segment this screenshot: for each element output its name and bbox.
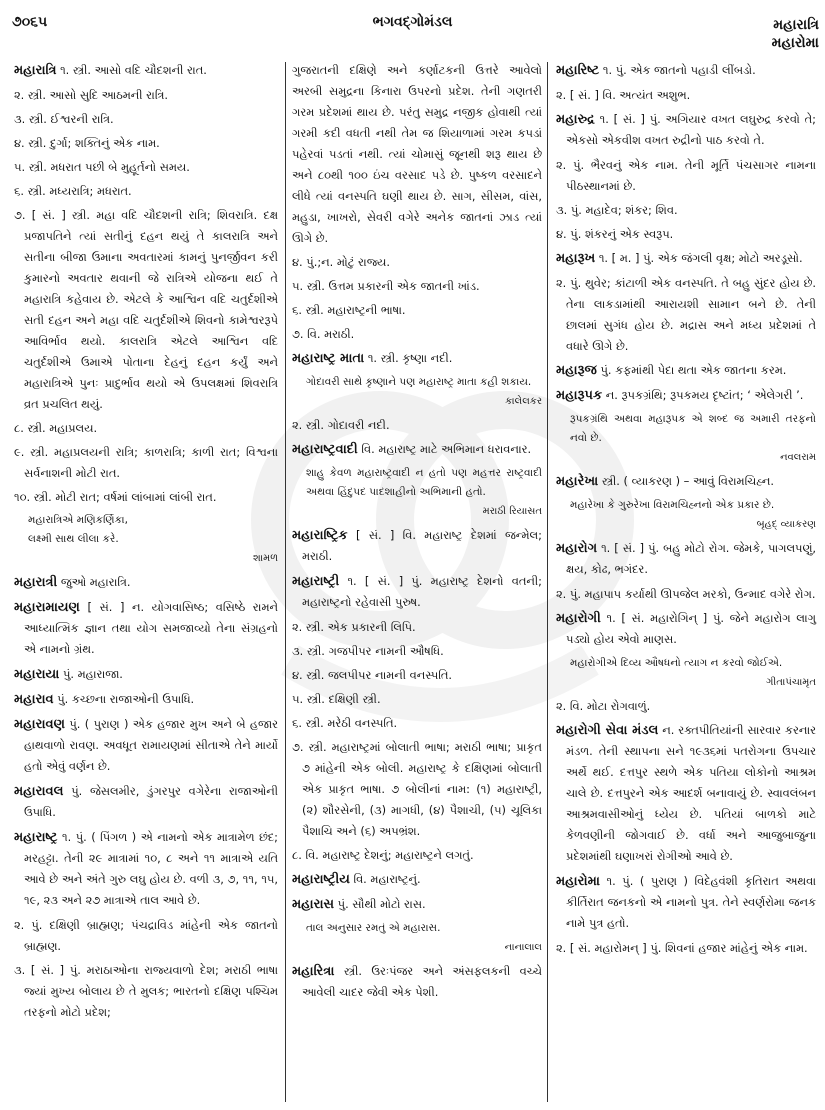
definition: [ સં. ] ન. યોગવાસિષ્ઠ; વસિષ્ઠે રામને આધ્યાત્મિક જ્ઞાન તથા યોગ સમજાવ્યો તેના સંગ્રહનો એ નામનો ગ્રંથ. — [24, 600, 279, 656]
headword: મહારાષ્ટ્ર — [14, 830, 58, 845]
headword: મહારાસ — [292, 897, 335, 912]
definition: પું. મહારાજા. — [62, 667, 123, 681]
definition: [ સં. ] વિ. મહારાષ્ટ્ર દેશમાં જન્મેલ; મરાઠી. — [302, 528, 542, 563]
sense: ૮. સ્ત્રી. મહાપ્રલય. — [14, 421, 98, 435]
entry — [556, 608, 816, 650]
headword: મહારાષ્ટ્રી — [292, 574, 340, 589]
headword: મહારૂપક — [556, 388, 603, 403]
column-2 — [292, 60, 542, 1007]
quote-line: ગોદાવરી સાથે કૃષ્ણાને પણ મહારાષ્ટ્ર માતા કહી શકાય. — [306, 376, 532, 388]
quote-source: બૃહદ્ વ્યાકરણ — [756, 519, 816, 530]
sense: ૫. સ્ત્રી. મધરાત પછી બે મુહૂર્તનો સમય. — [14, 160, 190, 174]
sense: ૯. સ્ત્રી. મહાપ્રલયની રાત્રિ; કાળરાત્રિ; કાળી રાત; વિશ્વના સર્વનાશની મોટી રાત. — [14, 445, 278, 480]
entry — [556, 871, 816, 934]
headword: મહારાત્રિ — [14, 63, 57, 78]
headword: મહારામાયણ — [14, 600, 80, 615]
definition: પું. કચ્છના રાજાઓની ઉપાધિ. — [57, 692, 195, 706]
definition: પું. ( પુરાણ ) એક હજાર મુખ અને બે હજાર હાથવાળો રાવણ. અવધૂત રામાયણમાં સીતાએ તેને માર્યો હતો એવું વર્ણન છે. — [24, 717, 278, 773]
entry — [556, 109, 816, 151]
sense: ૧૦. સ્ત્રી. મોટી રાત; વર્ષમાં લાંબામાં લાંબી રાત. — [14, 490, 217, 504]
definition: પું. સૌથી મોટો રાસ. — [337, 897, 426, 911]
entry — [14, 781, 278, 823]
entry — [14, 689, 278, 710]
headword: મહારુદ્ર — [556, 112, 595, 127]
headword: મહારાત્રી — [14, 575, 58, 590]
entry — [292, 961, 542, 1003]
sense: ૪. સ્ત્રી. દુર્ગા; શક્તિનું એક નામ. — [14, 136, 160, 150]
quote-line: લક્ષ્મી સાથ લીલા કરે. — [28, 533, 119, 545]
definition: ન. રૂપકગ્રંથિ; રૂપકમય દૃષ્ટાંત; ‘ એલેગરી ’. — [605, 388, 804, 402]
sense: ૩. પું. મહાદેવ; શંકર; શિવ. — [556, 203, 678, 217]
quote-line: તાલ અનુસાર રમતું એ મહારાસ. — [306, 922, 441, 934]
sense: ૬. સ્ત્રી. મહારાષ્ટ્રની ભાષા. — [292, 303, 406, 317]
continuation-text: ગુજરાતની દક્ષિણે અને કર્ણાટકની ઉત્તરે આવેલો અરબી સમુદ્રના કિનારા ઉપરનો પ્રદેશ. તેની ગણતરી ગરમ પ્રદેશમાં થાય છે. પરંતુ સમુદ્ર નજીક હોવાથી ત્યાં ગરમી કદી વધતી નથી તેમ જ શિયાળામાં ગરમ કપડાં પહેરવાં પડતાં નથી. ત્યાં ચોમાસું જૂનથી શરૂ થાય છે અને ૮૦થી ૧૦૦ ઇંચ વરસાદ પડે છે. પુષ્કળ વરસાદને લીધે ત્યાં વનસ્પતિ ઘણી થાય છે. સાગ, સીસમ, વાંસ, મહુડા, ખાખરો, સેવરી વગેરે અનેક જાતનાં ઝાડ ત્યાં ઊગે છે. — [292, 63, 542, 245]
quote-line: રૂપકગ્રંથિ અથવા મહારૂપક એ શબ્દ જ અમારી તરફનો નવો છે. — [570, 413, 816, 444]
entry — [556, 538, 816, 580]
definition: વિ. મહારાષ્ટ્ર માટે અભિમાન ધરાવનાર. — [361, 442, 532, 456]
entry — [14, 827, 278, 911]
headword: મહારોગ — [556, 541, 598, 556]
definition: પું. કફમાંથી પેદા થતા એક જાતના કરમ. — [600, 363, 787, 377]
citation-quote — [570, 496, 816, 534]
sense: ૨. સ્ત્રી. એક પ્રકારની લિપિ. — [292, 620, 416, 634]
guide-word-first: મહારાત્રિ — [773, 17, 819, 33]
citation-quote — [306, 464, 542, 521]
headword: મહારાયા — [14, 667, 60, 682]
headword: મહારાષ્ટ્રવાદી — [292, 442, 358, 457]
sense: ૭. સ્ત્રી. મહારાષ્ટ્રમાં બોલાતી ભાષા; મરાઠી ભાષા; પ્રાકૃત ૭ માંહેની એક બોલી. મહારાષ્ટ્ર કે દક્ષિણમાં બોલાતી એક પ્રાકૃત ભાષા. ૭ બોલીનાં નામ: (૧) મહારાષ્ટ્રી, (૨) શૌરસેની, (૩) માગધી, (૪) પૈશાચી, (૫) ચૂલિકા પૈશાચિ અને (૬) અપભ્રંશ. — [292, 740, 542, 838]
column-divider-2 — [547, 62, 548, 1102]
column-3 — [556, 60, 816, 962]
entry — [14, 597, 278, 660]
sense: ૬. સ્ત્રી. મધ્યરાત્રિ; મધરાત. — [14, 184, 132, 198]
column-1 — [14, 60, 278, 1026]
entry — [556, 385, 816, 406]
sense: ૧. [ મ. ] પું. એક જંગલી વૃક્ષ; મોટો અરડૂસો. — [598, 251, 803, 265]
entry — [292, 571, 542, 613]
headword: મહારૂજ — [556, 363, 597, 378]
page-number: ૭૦૬૫ — [12, 14, 48, 30]
entry — [14, 714, 278, 777]
sense: ૬. સ્ત્રી. મરેઠી વનસ્પતિ. — [292, 716, 398, 730]
citation-quote — [570, 410, 816, 467]
sense: ૨. પું. મહાપાપ કર્યાથી ઊપજેલ મરકો, ઉન્માદ વગેરે રોગ. — [556, 587, 816, 601]
quote-line: મહારોગીએ દિવ્ય ઔષધનો ત્યાગ ન કરવો જોઈએ. — [570, 657, 783, 669]
sense: ૨. વિ. મોટા રોગવાળું. — [556, 699, 651, 713]
quote-source: નવલરામ — [780, 452, 816, 463]
entry — [556, 720, 816, 867]
quote-source: કાલેલકર — [505, 396, 542, 407]
sense: ૪. સ્ત્રી. જલપીપર નામની વનસ્પતિ. — [292, 668, 453, 682]
headword: મહારોગી સેવા મંડલ — [556, 723, 659, 738]
definition: સ્ત્રી. ( વ્યાકરણ ) – આવું વિરામચિહ્ન. — [601, 474, 774, 488]
entry — [292, 869, 542, 890]
entry — [292, 439, 542, 460]
definition: સ્ત્રી. ઉરઃપંજર અને અંસફલકની વચ્ચે આવેલી ચાદર જેવી એક પેશી. — [302, 964, 542, 999]
sense: ૧. સ્ત્રી. આસો વદિ ચૌદશની રાત. — [60, 63, 207, 77]
citation-quote — [28, 511, 278, 568]
definition: વિ. મહારાષ્ટ્રનું. — [353, 872, 421, 886]
quote-line: મહારેખા કે ગુરુરેખા વિરામચિહ્નનો એક પ્રકાર છે. — [570, 499, 775, 511]
sense: ૧. [ સં. ] પું. બહુ મોટો રોગ. જેમકે, પાગલપણું, ક્ષય, કોઢ, ભગંદર. — [566, 541, 816, 576]
sense: ૨. સ્ત્રી. આસો સુદિ આઠમની રાત્રિ. — [14, 88, 169, 102]
headword: મહારેખા — [556, 474, 599, 489]
citation-quote — [306, 373, 542, 411]
sense: ૪. પું. શંકરનું એક સ્વરૂપ. — [556, 227, 674, 241]
sense: ૨. પું. ભૈરવનું એક નામ. તેની મૂર્તિ પંચસાગર નામના પીઠસ્થાનમાં છે. — [556, 158, 816, 193]
sense: ૨. પું. દક્ષિણી બ્રાહ્મણ; પંચદ્રાવિડ માંહેની એક જાતનો બ્રાહ્મણ. — [14, 918, 278, 953]
sense: ૧. [ સં. મહારોગિન્ ] પું. જેને મહારોગ લાગુ પડ્યો હોય એવો માણસ. — [566, 611, 816, 646]
entry — [556, 248, 816, 269]
guide-word-last: મહારોમા — [771, 35, 819, 51]
sense: ૫. સ્ત્રી. ઉત્તમ પ્રકારની એક જાતની ખાંડ. — [292, 279, 480, 293]
quote-source: નાનાલાલ — [504, 942, 542, 953]
entry — [556, 471, 816, 492]
sense: ૩. સ્ત્રી. ઈશ્વરની રાત્રિ. — [14, 112, 114, 126]
definition: પું. જેસલમીર, ડુંગરપુર વગેરેના રાજાઓની ઉપાધિ. — [24, 784, 278, 819]
headword: મહારાષ્ટ્રીય — [292, 872, 350, 887]
sense: ૧. [ સં. ] પું. અગિયાર વખત લઘુરુદ્ર કરવો તે; એકસો એકવીશ વખત રુદ્રીનો પાઠ કરવો તે. — [566, 112, 816, 147]
book-title: ભગવદ્ગોમંડલ — [372, 14, 453, 30]
headword: મહારાષ્ટ્ર માતા — [292, 351, 365, 366]
quote-line: મહારાત્રિએ મણિકર્ણિકા, — [28, 514, 128, 526]
entry — [292, 894, 542, 915]
entry — [14, 664, 278, 685]
sense: ૫. સ્ત્રી. દક્ષિણી સ્ત્રી. — [292, 692, 381, 706]
sense: ૧. પું. ( પિંગળ ) એ નામનો એક માત્રામેળ છંદ; મરહટ્ટા. તેની ૨૯ માત્રામાં ૧૦, ૮ અને ૧૧ માત્રાએ યતિ આવે છે અને અંતે ગુરુ લઘુ હોય છે. વળી ૩, ૭, ૧૧, ૧૫, ૧૯, ૨૩ અને ૨૭ માત્રાએ તાલ આવે છે. — [24, 830, 278, 907]
column-divider-1 — [285, 62, 286, 1102]
guide-words — [772, 16, 819, 52]
entry — [556, 60, 816, 81]
headword: મહારિત્રા — [292, 964, 335, 979]
sense: ૨. સ્ત્રી. ગોદાવરી નદી. — [292, 418, 390, 432]
sense: ૧. [ સં. ] પું. મહારાષ્ટ્ર દેશનો વતની; મહારાષ્ટ્રનો રહેવાસી પુરુષ. — [302, 574, 542, 609]
entry — [292, 348, 542, 369]
citation-quote — [570, 654, 816, 692]
citation-quote — [306, 919, 542, 957]
sense: ૮. વિ. મહારાષ્ટ્ર દેશનું; મહારાષ્ટ્રને લગતું. — [292, 848, 474, 862]
entry — [556, 360, 816, 381]
sense: ૧. સ્ત્રી. કૃષ્ણા નદી. — [367, 351, 453, 365]
headword: મહારિષ્ટ — [556, 63, 600, 78]
headword: મહારોમા — [556, 874, 600, 889]
quote-source: મરાઠી રિયાસત — [482, 506, 542, 517]
sense: ૨. [ સં. મહારોમન્ ] પું. શિવનાં હજાર માંહેનું એક નામ. — [556, 941, 808, 955]
entry — [292, 525, 542, 567]
sense: ૨. [ સં. ] વિ. અત્યંત અશુભ. — [556, 88, 691, 102]
sense: ૧. પું. એક જાતનો પહાડી લીંબડો. — [602, 63, 756, 77]
headword: મહારાષ્ટ્રિક — [292, 528, 348, 543]
sense: ૨. પું. થુવેર; કાંટાળી એક વનસ્પતિ. તે બહુ સુંદર હોય છે. તેના લાકડામાંથી આરાયશી સામાન બને છે. તેની છાલમાં સુગંધ હોય છે. મદ્રાસ અને મધ્ય પ્રદેશમાં તે વધારે ઊગે છે. — [556, 276, 816, 353]
quote-source: ગીતાપંચામૃત — [766, 677, 816, 688]
sense: ૭. વિ. મરાઠી. — [292, 327, 355, 341]
definition: જુઓ મહારાત્રિ. — [60, 575, 131, 589]
entry-maharatri — [14, 60, 278, 81]
entry — [14, 572, 278, 593]
definition: ન. રક્તપીતિયાંની સારવાર કરનાર મંડળ. તેની સ્થાપના સને ૧૯૩૬માં પતરોગના ઉપચાર અર્થે થઈ. દત્તપુર સ્થળે એક પતિયા લોકોનો આશ્રમ ચાલે છે. દત્તપુરને એક આદર્શ બનાવાયું છે. સ્વાવલંબન આશ્રમવાસીઓનું ધ્યેય છે. પતિયાં બાળકો માટે કેળવણીની જોગવાઈ છે. વર્ધા અને આજુબાજુના પ્રદેશમાંથી ઘણાખરાં રોગીઓ આવે છે. — [566, 723, 817, 863]
headword: મહારાવ — [14, 692, 54, 707]
sense: ૩. સ્ત્રી. ગજપીપર નામની ઔષધિ. — [292, 644, 444, 658]
page-header — [0, 0, 825, 56]
sense: ૪. પું.;ન. મોટું રાજ્ય. — [292, 255, 390, 269]
headword: મહારૂખ — [556, 251, 596, 266]
sense: ૧. પું. ( પુરાણ ) વિદેહવંશી કૃતિરાત અથવા કીર્તિરાત જનકનો એ નામનો પુત્ર. તેને સ્વર્ણરોમા જનક નામે પુત્ર હતો. — [566, 874, 816, 930]
quote-source: શામળ — [252, 553, 278, 564]
headword: મહારોગી — [556, 611, 601, 626]
sense: ૭. [ સં. ] સ્ત્રી. મહા વદિ ચૌદશની રાત્રિ; શિવરાત્રિ. દક્ષ પ્રજાપતિને ત્યાં સતીનું દહન થયું તે કાલરાત્રિ અને સતીના બીજા ઉમાના અવતારમાં કામનું પુનર્જીવન કરી કુમારનો અવતાર થવાની જે રાત્રિએ યોજના થઈ તે મહારાત્રિ કહેવાય છે. એટલે કે આશ્વિન વદિ ચતુર્દશીએ સતી દહન અને મહા વદિ ચતુર્દશીએ શિવનો કામેશ્વરરૂપે આવિર્ભાવ થયો. કાલરાત્રિ એટલે આશ્વિન વદિ ચતુર્દશીએ ઉમાએ પોતાના દેહનું દહન કર્યું અને મહારાત્રિએ પુનઃ પ્રાદુર્ભાવ થયો એ ઉપલક્ષમાં શિવરાત્રિ વ્રત પ્રચલિત થયું. — [14, 208, 278, 411]
quote-line: શાહુ કેવળ મહારાષ્ટ્રવાદી ન હતો પણ મહત્તર રાષ્ટ્રવાદી અથવા હિંદુપદ પાદશાહીનો અભિમાની હતો. — [306, 467, 542, 498]
headword: મહારાવણ — [14, 717, 65, 732]
sense: ૩. [ સં. ] પું. મરાઠાઓના રાજ્યવાળો દેશ; મરાઠી ભાષા જ્યાં મુખ્ય બોલાય છે તે મુલક; ભારતનો દક્ષિણ પશ્ચિમ તરફનો મોટો પ્રદેશ; — [14, 963, 278, 1019]
headword: મહારાવલ — [14, 784, 64, 799]
